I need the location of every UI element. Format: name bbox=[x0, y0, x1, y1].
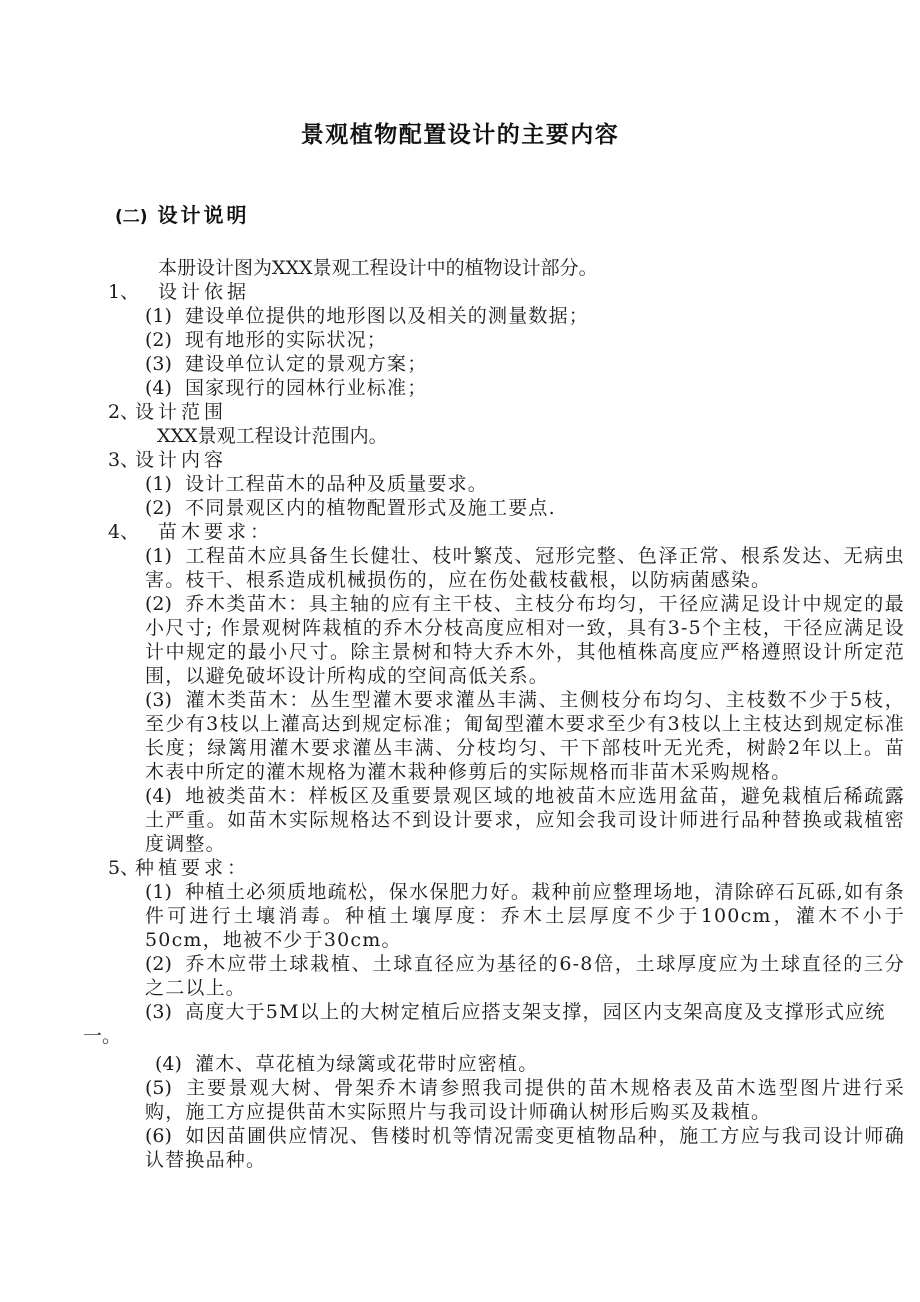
outline-item-3-title: 设计内容 bbox=[135, 449, 228, 471]
sub-item-5-3-continuation: 一。 bbox=[83, 1025, 122, 1047]
outline-item-2 bbox=[0, 400, 905, 424]
section-heading-marker: (二) bbox=[115, 207, 148, 227]
sub-item-1-1-marker: (1) bbox=[145, 305, 172, 327]
sub-item-4-2-marker: (2) bbox=[145, 593, 172, 615]
sub-item-4-1-text: 工程苗木应具备生长健壮、枝叶繁茂、冠形完整、色泽正常、根系发达、无病虫害。枝干、根系造成机械损伤的，应在伤处截枝截根，以防病菌感染。 bbox=[145, 545, 905, 591]
sub-item-5-3-marker: (3) bbox=[145, 1001, 172, 1023]
sub-item-4-1-marker: (1) bbox=[145, 545, 172, 567]
sub-item-5-1-text: 种植土必须质地疏松，保水保肥力好。栽种前应整理场地，清除碎石瓦砾,如有条件可进行土壤消毒。种植土壤厚度：乔木土层厚度不少于100cm，灌木不小于50cm，地被不少于30cm。 bbox=[145, 881, 905, 951]
sub-item-5-2 bbox=[0, 952, 905, 1000]
sub-item-1-3-text: 建设单位认定的景观方案； bbox=[185, 353, 428, 375]
sub-item-5-6-marker: (6) bbox=[145, 1125, 172, 1147]
sub-item-5-2-text: 乔木应带土球栽植、土球直径应为基径的6-8倍，土球厚度应为土球直径的三分之二以上。 bbox=[145, 953, 905, 999]
sub-item-5-5 bbox=[0, 1076, 905, 1124]
sub-item-1-2 bbox=[0, 328, 905, 352]
sub-item-1-1-text: 建设单位提供的地形图以及相关的测量数据； bbox=[185, 305, 590, 327]
outline-item-4-title: 苗木要求： bbox=[158, 521, 274, 543]
sub-item-3-2-marker: (2) bbox=[145, 497, 172, 519]
sub-item-5-4-text: 灌木、草花植为绿篱或花带时应密植。 bbox=[195, 1053, 539, 1075]
section-2-body: XXX景观工程设计范围内。 bbox=[157, 425, 388, 447]
outline-item-1-number: 1、 bbox=[108, 281, 140, 303]
outline-item-2-title: 设计范围 bbox=[135, 401, 228, 423]
sub-item-1-4 bbox=[0, 376, 905, 400]
outline-item-4 bbox=[0, 520, 905, 544]
sub-item-1-4-marker: (4) bbox=[145, 377, 172, 399]
sub-item-5-5-marker: (5) bbox=[145, 1077, 172, 1099]
sub-item-3-2 bbox=[0, 496, 905, 520]
sub-item-5-5-text: 主要景观大树、骨架乔木请参照我司提供的苗木规格表及苗木选型图片进行采购，施工方应提供苗木实际照片与我司设计师确认树形后购买及栽植。 bbox=[145, 1077, 905, 1123]
sub-item-4-2 bbox=[0, 592, 905, 688]
sub-item-5-2-marker: (2) bbox=[145, 953, 172, 975]
sub-item-4-4 bbox=[0, 784, 905, 856]
sub-item-3-1-text: 设计工程苗木的品种及质量要求。 bbox=[185, 473, 489, 495]
sub-item-1-3-marker: (3) bbox=[145, 353, 172, 375]
outline-item-5-title: 种植要求： bbox=[135, 857, 251, 879]
sub-item-1-3 bbox=[0, 352, 905, 376]
sub-item-4-3-marker: (3) bbox=[145, 689, 172, 711]
sub-item-5-3 bbox=[0, 1000, 905, 1024]
outline-item-3 bbox=[0, 448, 905, 472]
document-title: 景观植物配置设计的主要内容 bbox=[300, 122, 620, 148]
section-heading bbox=[0, 201, 920, 231]
sub-item-4-4-text: 地被类苗木：样板区及重要景观区域的地被苗木应选用盆苗，避免栽植后稀疏露土严重。如苗木实际规格达不到设计要求，应知会我司设计师进行品种替换或栽植密度调整。 bbox=[145, 785, 905, 855]
sub-item-4-1 bbox=[0, 544, 905, 592]
sub-item-4-2-text: 乔木类苗木：具主轴的应有主干枝、主枝分布均匀，干径应满足设计中规定的最小尺寸; 作景观树阵栽植的乔木分枝高度应相对一致，具有3-5个主枝，干径应满足设计中规定的最小尺寸。除主景树和特大乔木外，其他植株高度应严格遵照设计所定范围，以避免破坏设计所构成的空间高低关系。 bbox=[145, 593, 905, 687]
sub-item-5-4-marker: (4) bbox=[155, 1053, 182, 1075]
sub-item-3-2-text: 不同景观区内的植物配置形式及施工要点. bbox=[185, 497, 556, 519]
sub-item-4-3 bbox=[0, 688, 905, 784]
sub-item-4-4-marker: (4) bbox=[145, 785, 172, 807]
sub-item-5-4 bbox=[0, 1052, 905, 1076]
outline-item-4-number: 4、 bbox=[108, 521, 140, 543]
outline-item-1 bbox=[0, 280, 905, 304]
sub-item-5-3-line1: 高度大于5M以上的大树定植后应搭支架支撑，园区内支架高度及支撑形式应统 bbox=[185, 1001, 886, 1023]
intro-paragraph: 本册设计图为XXX景观工程设计中的植物设计部分。 bbox=[158, 257, 598, 279]
outline-item-5-number: 5、 bbox=[108, 857, 140, 879]
section-heading-text: 设计说明 bbox=[157, 203, 250, 227]
sub-item-1-2-text: 现有地形的实际状况； bbox=[185, 329, 388, 351]
outline-item-1-title: 设计依据 bbox=[158, 281, 251, 303]
sub-item-3-1 bbox=[0, 472, 905, 496]
sub-item-1-4-text: 国家现行的园林行业标准； bbox=[185, 377, 428, 399]
sub-item-5-1-marker: (1) bbox=[145, 881, 172, 903]
outline-item-3-number: 3、 bbox=[108, 449, 140, 471]
sub-item-1-2-marker: (2) bbox=[145, 329, 172, 351]
sub-item-1-1 bbox=[0, 304, 905, 328]
sub-item-4-3-text: 灌木类苗木：丛生型灌木要求灌丛丰满、主侧枝分布均匀、主枝数不少于5枝，至少有3枝以上灌高达到规定标准；匍匐型灌木要求至少有3枝以上主枝达到规定标准长度；绿篱用灌木要求灌丛丰满、分枝均匀、干下部枝叶无光秃，树龄2年以上。苗木表中所定的灌木规格为灌木栽种修剪后的实际规格而非苗木采购规格。 bbox=[145, 689, 905, 783]
sub-item-5-6-text: 如因苗圃供应情况、售楼时机等情况需变更植物品种，施工方应与我司设计师确认替换品种。 bbox=[145, 1125, 905, 1171]
outline-item-5 bbox=[0, 856, 905, 880]
sub-item-5-1 bbox=[0, 880, 905, 952]
sub-item-3-1-marker: (1) bbox=[145, 473, 172, 495]
sub-item-5-6 bbox=[0, 1124, 905, 1172]
outline-item-2-number: 2、 bbox=[108, 401, 140, 423]
